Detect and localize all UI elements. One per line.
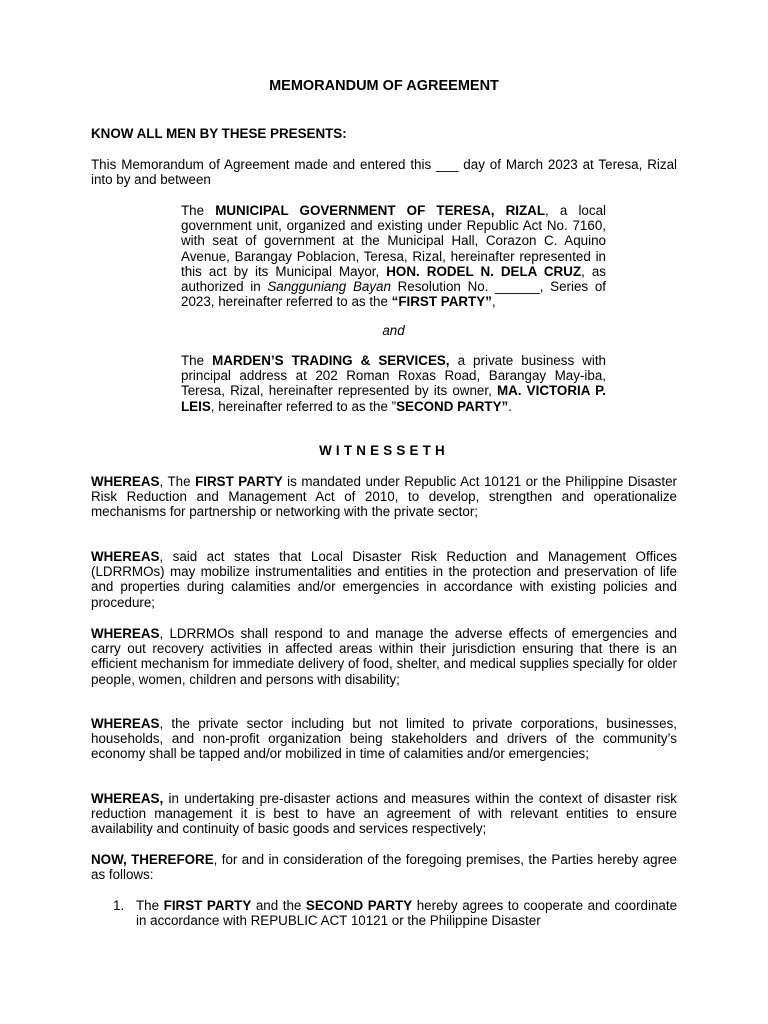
first-party-label: “FIRST PARTY” xyxy=(391,294,492,310)
opening-heading: KNOW ALL MEN BY THESE PRESENTS: xyxy=(91,126,347,141)
second-party-name: MARDEN’S TRADING & SERVICES, xyxy=(212,353,450,368)
second-party-label: SECOND PARTY” xyxy=(396,398,509,414)
first-party-name: MUNICIPAL GOVERNMENT OF TERESA, RIZAL xyxy=(215,203,545,218)
document-title: MEMORANDUM OF AGREEMENT xyxy=(269,78,499,94)
whereas-clause-3: WHEREAS, LDRRMOs shall respond to and manage the adverse effects of emergencies and carry out recovery activities in affected areas within their jurisdiction ensuring that there is an efficient mechanism for immediate delivery of food, shelter, and medical supplies specially for older people, women, children and persons with disability; xyxy=(91,626,677,687)
agreement-item-1: The FIRST PARTY and the SECOND PARTY hereby agrees to cooperate and coordinate in accordance with REPUBLIC ACT 10121 or the Philippine Disaster xyxy=(136,898,678,929)
whereas-clause-1: WHEREAS, The FIRST PARTY is mandated under Republic Act 10121 or the Philippine Disaster Risk Reduction and Management Act of 2010, to develop, strengthen and operationalize mechanisms for partnership or networking with the private sector; xyxy=(91,474,678,520)
whereas-clause-4: WHEREAS, the private sector including but not limited to private corporations, businesses, households, and non-profit organization being stakeholders and drivers of the community’s economy shall be tapped and/or mobilized in time of calamities and/or emergencies; xyxy=(91,716,677,762)
whereas-clause-5: WHEREAS, in undertaking pre-disaster actions and measures within the context of disaster risk reduction management it is best to have an agreement of with relevant entities to ensure availability and continuity of basic goods and services respectively; xyxy=(91,791,677,837)
and-connector: and xyxy=(382,323,405,338)
second-party-paragraph: The MARDEN’S TRADING & SERVICES, a private business with principal address at 202 Roman Roxas Road, Barangay May-iba, Teresa, Rizal, hereinafter represented by its owner, MA. VICTORIA P. LEIS, hereinafter referred to as the ”SECOND PARTY”. xyxy=(181,353,606,414)
now-therefore-clause: NOW, THEREFORE, for and in consideration of the foregoing premises, the Parties hereby agree as follows: xyxy=(91,852,677,883)
witnesseth-heading: WITNESSETH xyxy=(319,443,449,458)
mayor-name: HON. RODEL N. DELA CRUZ xyxy=(386,263,582,279)
owner-name: MA. VICTORIA P. LEIS xyxy=(181,383,606,414)
list-number: 1. xyxy=(113,898,125,913)
whereas-clause-2: WHEREAS, said act states that Local Disaster Risk Reduction and Management Offices (LDRRMOs) may mobilize instrumentalities and entities in the protection and preservation of life and properties during calamities and/or emergencies in accordance with existing policies and procedure; xyxy=(91,549,677,610)
first-party-paragraph: The MUNICIPAL GOVERNMENT OF TERESA, RIZAL, a local government unit, organized and existing under Republic Act No. 7160, with seat of government at the Municipal Hall, Corazon C. Aquino Avenue, Barangay Poblacion, Teresa, Rizal, hereinafter represented in this act by its Municipal Mayor, HON. RODEL N. DELA CRUZ, as authorized in Sangguniang Bayan Resolution No. ______, Series of 2023, hereinafter referred to as the “FIRST PARTY”, xyxy=(181,203,607,310)
intro-paragraph: This Memorandum of Agreement made and entered this ___ day of March 2023 at Teresa, Rizal into by and between xyxy=(91,157,677,188)
